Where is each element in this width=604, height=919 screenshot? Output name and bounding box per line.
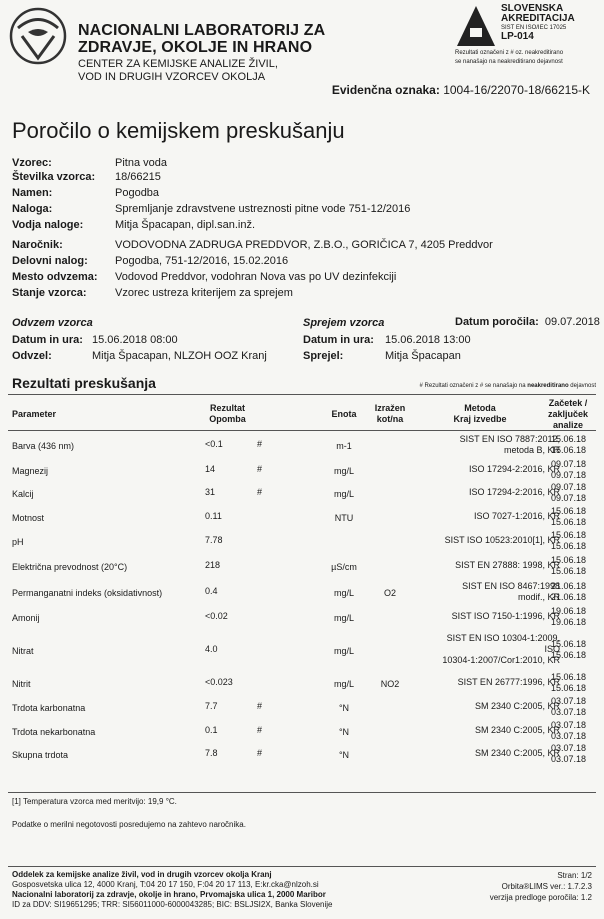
info-label: Mesto odvzema: [12,271,98,283]
date-start: 15.06.18 [550,530,586,540]
lab-contact: Oddelek za kemijske analize živil, vod in drugih vzorcev okolja Kranj Gosposvetska ulica 12, 4000 Kranj, T:04 20 17 150, F:04 20 17 113, E:kr.cka@nlzoh.si Nacionalni laboratorij za zdravje, okolje in hrano, Prvomajska ulica 1, 2000 Maribor ID za DDV: SI19651295; TRR: SI56011000-6000043285; BIC: BSLJSI2X, Banka Slovenije [12,870,333,909]
date-end: 15.06.18 [550,650,586,660]
date-end: 03.07.18 [550,707,586,717]
note-cell: # [257,701,263,711]
date-start: 15.06.18 [550,672,586,682]
date-cell [546,606,586,628]
note-cell: # [257,487,263,497]
param-cell: pH [12,537,24,547]
col-metoda: Metoda Kraj izvedbe [453,403,507,424]
date-start: 15.06.18 [550,555,586,565]
info-row [12,203,410,217]
method-line: SIST ISO 10523:2010[1], KR [444,535,560,545]
org-name: NACIONALNI LABORATORIJ ZA ZDRAVJE, OKOLJE IN HRANO [78,22,326,56]
info-value: Pitna voda [115,157,167,169]
param-cell: Trdota nekarbonatna [12,727,96,737]
info-row [12,187,159,201]
unit-cell: µS/cm [331,562,357,572]
info-row [12,239,493,253]
date-cell [546,482,586,504]
info-label: Številka vzorca: [12,171,96,183]
param-cell: Skupna trdota [12,750,69,760]
col-enota: Enota [331,409,357,419]
param-cell: Nitrat [12,646,34,656]
uncertainty-note: Podatke o merilni negotovosti posredujemo na zahtevo naročnika. [12,820,246,829]
date-end: 21.06.18 [550,592,586,602]
value-cell: 14 [205,464,216,474]
table-row [0,579,604,603]
divider [8,866,596,867]
date-end: 03.07.18 [550,731,586,741]
param-cell: Magnezij [12,466,49,476]
method-line: SIST EN ISO 8467:1998 [462,580,560,591]
method-cell [410,748,560,759]
info-row [12,219,255,233]
method-line: SIST ISO 7150-1:1996, KR [451,611,560,621]
info-value: Vodovod Preddvor, vodohran Nova vas po UV dezinfekciji [115,271,397,283]
info-row [12,255,288,269]
unit-cell: mg/L [333,646,354,656]
odvzel: Odvzel: Mitja Špacapan, NLZOH OOZ Kranj [12,350,267,362]
sprejem-heading: Sprejem vzorca [303,317,385,329]
info-row [12,171,161,185]
method-line: ISO 7027-1:2016, KR [473,511,560,521]
value-cell: 31 [205,487,216,497]
param-cell: Amonij [12,613,40,623]
date-cell [546,434,586,456]
divider [8,394,596,395]
method-line: ISO [544,644,560,654]
date-start: 19.06.18 [550,606,586,616]
table-row [0,630,604,668]
method-line: ISO 17294-2:2016, KR [468,487,560,497]
unit-cell: °N [338,750,350,760]
sprejem-date: Datum in ura: 15.06.2018 13:00 [303,334,471,346]
footnote: [1] Temperatura vzorca med meritvijo: 19,9 °C. [12,797,177,806]
info-value: 18/66215 [115,171,161,183]
method-cell [410,511,560,522]
method-line: SM 2340 C:2005, KR [474,725,560,735]
method-line: SM 2340 C:2005, KR [474,701,560,711]
org-subtitle: CENTER ZA KEMIJSKE ANALIZE ŽIVIL, VOD IN DRUGIH VZORCEV OKOLJA [78,58,278,83]
divider [8,792,596,793]
info-label: Stanje vzorca: [12,287,87,299]
info-row [12,271,396,285]
date-end: 15.06.18 [550,683,586,693]
info-label: Namen: [12,187,53,199]
col-izrazen: Izražen kot/na [374,403,406,424]
report-title: Poročilo o kemijskem preskušanju [12,118,345,143]
info-label: Naloga: [12,203,53,215]
date-cell [546,696,586,718]
value-cell: 4.0 [205,644,218,654]
accreditation-block: SLOVENSKA AKREDITACIJA SIST EN ISO/IEC 17025 LP-014 Rezultati označeni z # oz. neakreditirano se nanašajo na neakreditirano dejavnost [455,3,575,65]
table-row [0,554,604,576]
method-cell [410,487,560,498]
value-cell: 7.8 [205,748,218,758]
odvzem-heading: Odvzem vzorca [12,317,93,329]
note-cell: # [257,464,263,474]
date-end: 03.07.18 [550,754,586,764]
date-cell [546,555,586,577]
method-cell [410,611,560,622]
date-cell [546,530,586,552]
unit-cell: °N [338,727,350,737]
odvzem-date: Datum in ura: 15.06.2018 08:00 [12,334,178,346]
table-row [0,433,604,455]
date-start: 15.06.18 [550,434,586,444]
sprejel: Sprejel: Mitja Špacapan [303,350,461,362]
date-start: 03.07.18 [550,720,586,730]
info-value: Pogodba, 751-12/2016, 15.02.2016 [115,255,289,267]
unit-cell: NTU [334,513,354,523]
date-cell [546,506,586,528]
date-end: 15.06.18 [550,517,586,527]
info-label: Naročnik: [12,239,63,251]
method-cell [410,633,560,666]
param-cell: Trdota karbonatna [12,703,86,713]
method-line: ISO 17294-2:2016, KR [468,464,560,474]
value-cell: 7.7 [205,701,218,711]
divider [8,430,596,431]
param-cell: Permanganatni indeks (oksidativnost) [12,588,163,598]
expressed-cell: O2 [383,588,396,598]
date-end: 09.07.18 [550,493,586,503]
method-cell [410,725,560,736]
value-cell: 7.78 [205,535,223,545]
col-zacetek: Začetek / zaključek analize [547,398,589,430]
info-label: Vodja naloge: [12,219,84,231]
date-start: 15.06.18 [550,639,586,649]
info-label: Vzorec: [12,157,52,169]
unit-cell: mg/L [333,613,354,623]
info-value: Pogodba [115,187,160,199]
table-row [0,695,604,717]
param-cell: Motnost [12,513,45,523]
value-cell: <0.023 [205,677,233,687]
unit-cell: mg/L [333,489,354,499]
date-start: 09.07.18 [550,459,586,469]
date-cell [546,672,586,694]
col-rezultat: Rezultat Opomba [209,403,246,424]
unit-cell: mg/L [333,588,354,598]
date-end: 15.06.18 [550,445,586,455]
results-title: Rezultati preskušanja [12,375,156,391]
date-cell [546,581,586,603]
date-cell [546,459,586,481]
method-line: SM 2340 C:2005, KR [474,748,560,758]
note-cell: # [257,748,263,758]
method-line: 10304-1:2007/Cor1:2010, KR [442,655,560,665]
info-value: Vzorec ustreza kriterijem za sprejem [115,287,293,299]
method-cell [410,434,560,456]
value-cell: 0.1 [205,725,218,735]
expressed-cell: NO2 [380,679,400,689]
method-line: modif., KR [517,591,560,602]
table-row [0,481,604,503]
note-cell: # [257,439,263,449]
unit-cell: mg/L [333,466,354,476]
param-cell: Barva (436 nm) [12,441,75,451]
date-start: 21.06.18 [550,581,586,591]
info-value: Mitja Špacapan, dipl.san.inž. [115,219,256,231]
date-cell [546,720,586,742]
info-label: Delovni nalog: [12,255,88,267]
results-note: # Rezultati označeni z # se nanašajo na neakreditirano dejavnost [419,383,596,389]
table-row [0,605,604,627]
date-end: 15.06.18 [550,566,586,576]
unit-cell: m-1 [336,441,352,451]
method-line: SIST EN ISO 10304-1:2009, [446,633,560,643]
date-start: 15.06.18 [550,506,586,516]
table-row [0,742,604,764]
param-cell: Nitrit [12,679,31,689]
method-line: SIST EN 26777:1996, KR [457,677,560,687]
unit-cell: °N [338,703,350,713]
method-line: metoda B, KR [503,444,560,455]
method-cell [410,677,560,688]
info-row [12,157,167,171]
evidence-mark: Evidenčna oznaka: 1004-16/22070-18/66215-K [331,83,590,97]
value-cell: 0.4 [205,586,218,596]
table-row [0,671,604,693]
method-cell [410,581,560,603]
method-cell [410,701,560,712]
nlzoh-logo [8,6,68,66]
param-cell: Električna prevodnost (20°C) [12,562,128,572]
value-cell: 0.11 [205,511,222,521]
method-line: SIST EN 27888: 1998, KR [455,560,560,570]
info-row [12,287,293,301]
note-cell: # [257,725,263,735]
table-row [0,505,604,527]
method-line: SIST EN ISO 7887:2012, [459,433,560,444]
date-end: 15.06.18 [550,541,586,551]
method-cell [410,560,560,571]
date-start: 03.07.18 [550,696,586,706]
date-end: 09.07.18 [550,470,586,480]
method-cell [410,535,560,546]
date-start: 09.07.18 [550,482,586,492]
param-cell: Kalcij [12,489,34,499]
page-info: Stran: 1/2 Orbita®LIMS ver.: 1.7.2.3 verzija predloge poročila: 1.2 [489,871,592,902]
value-cell: 218 [205,560,221,570]
date-cell [546,639,586,661]
accreditation-icon [455,4,497,48]
table-row [0,719,604,741]
value-cell: <0.02 [205,611,228,621]
report-date: Datum poročila: 09.07.2018 [455,316,600,328]
col-parameter: Parameter [12,409,57,419]
date-cell [546,743,586,765]
date-start: 03.07.18 [550,743,586,753]
info-value: Spremljanje zdravstvene ustreznosti pitne vode 751-12/2016 [115,203,411,215]
method-cell [410,464,560,475]
info-value: VODOVODNA ZADRUGA PREDDVOR, Z.B.O., GORIČICA 7, 4205 Preddvor [115,239,493,251]
value-cell: <0.1 [205,439,223,449]
date-end: 19.06.18 [550,617,586,627]
table-row [0,529,604,551]
table-row [0,458,604,480]
unit-cell: mg/L [333,679,354,689]
